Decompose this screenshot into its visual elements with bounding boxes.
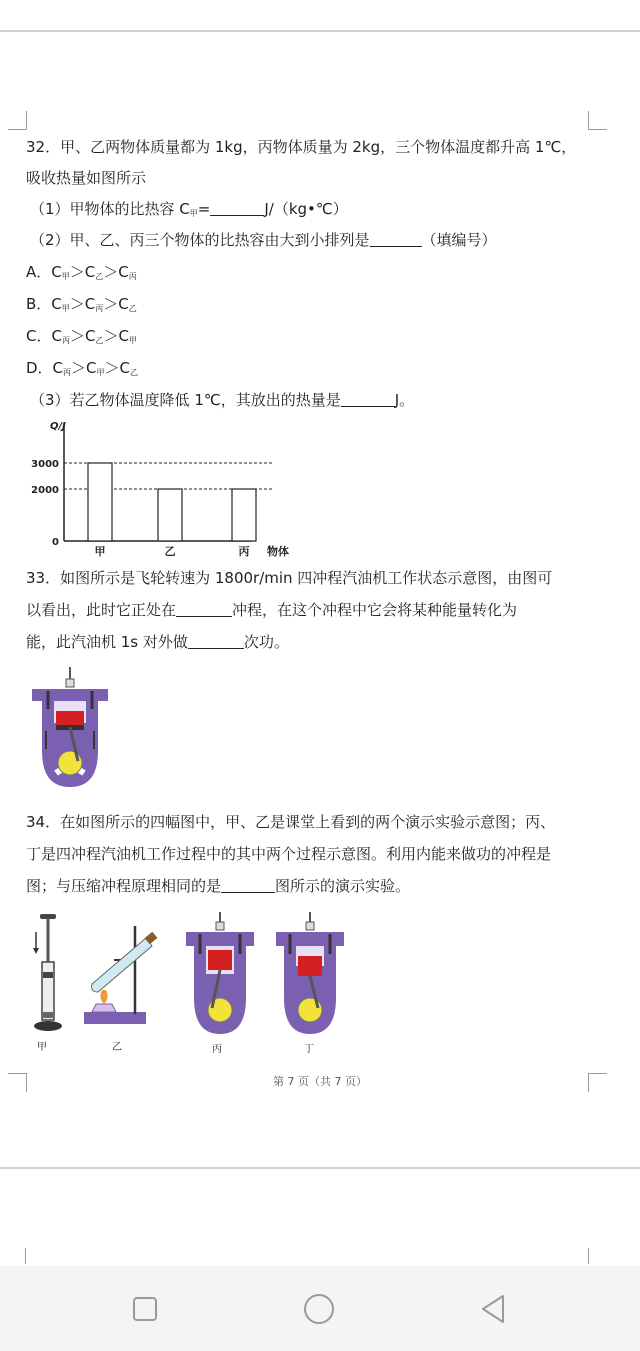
subscript: 甲: [61, 304, 70, 313]
subscript: 乙: [95, 336, 104, 345]
home-button[interactable]: [302, 1292, 336, 1326]
q34-text: 图所示的演示实验。: [275, 877, 411, 895]
q34-line1: 34．在如图所示的四幅图中，甲、乙是课堂上看到的两个演示实验示意图；丙、: [26, 813, 556, 831]
answer-blank[interactable]: [341, 392, 395, 407]
answer-blank[interactable]: [370, 232, 422, 247]
subscript: 丙: [128, 272, 137, 281]
test-tube-heating-diagram: [80, 920, 170, 1035]
subscript: 乙: [128, 304, 137, 313]
option-d: [26, 358, 138, 383]
option-text: A．C: [26, 263, 62, 281]
navigation-bar: [0, 1266, 640, 1351]
unit: J/（kg•℃）: [264, 200, 348, 218]
option-text: ＞C: [69, 295, 96, 313]
subscript: 丙: [61, 336, 70, 345]
option-a: [26, 262, 137, 287]
option-text: ＞C: [71, 359, 97, 377]
q34-text: 图；与压缩冲程原理相同的是: [26, 877, 222, 895]
q33-text: 能，此汽油机 1s 对外做: [26, 633, 188, 651]
square-icon: [128, 1292, 162, 1326]
heat-bar-chart: [20, 415, 300, 560]
option-b: [26, 294, 137, 319]
subscript: 乙: [95, 272, 104, 281]
option-text: ＞C: [104, 359, 130, 377]
bar: [158, 489, 182, 541]
engine-diagram-q33: [26, 665, 114, 793]
y-tick-label: 3000: [31, 459, 59, 470]
back-button[interactable]: [476, 1292, 510, 1326]
q32-part2: [30, 230, 497, 250]
x-tick-label: 丙: [238, 545, 250, 558]
compression-syringe-diagram: [28, 912, 68, 1037]
q32-part1: [30, 199, 348, 224]
subscript: 甲: [96, 368, 105, 377]
q32-part1-text: （1）甲物体的比热容 C: [30, 200, 190, 218]
engine-diagram-bing: [182, 910, 258, 1040]
next-page-mark: [588, 1248, 589, 1264]
next-page-mark: [25, 1248, 26, 1264]
subscript: 甲: [189, 209, 198, 218]
q33-text: 次功。: [243, 633, 289, 651]
equals: =: [197, 200, 211, 218]
unit: J。: [394, 391, 415, 409]
y-tick-label: 2000: [31, 485, 59, 496]
y-axis-label: Q/J: [50, 421, 66, 432]
bar: [88, 463, 112, 541]
corner-mark: [588, 111, 607, 130]
q33-text: 以看出，此时它正处在: [26, 601, 177, 619]
page-number: 第 7 页（共 7 页）: [273, 1075, 367, 1088]
q33-line1: 33．如图所示是飞轮转速为 1800r/min 四冲程汽油机工作状态示意图，由图可: [26, 569, 553, 587]
answer-blank[interactable]: [176, 602, 232, 617]
triangle-back-icon: [476, 1292, 510, 1326]
x-tick-label: 乙: [164, 545, 176, 558]
caption-jia: 甲: [37, 1042, 47, 1053]
circle-icon: [302, 1292, 336, 1326]
q32-part2-text: （2）甲、乙、丙三个物体的比热容由大到小排列是: [30, 231, 370, 249]
option-text: D．C: [26, 359, 64, 377]
caption-bing: 丙: [212, 1044, 222, 1055]
q33-line2: [26, 600, 517, 620]
engine-diagram-ding: [272, 910, 348, 1040]
bar: [232, 489, 256, 541]
q32-line1: 32．甲、乙两物体质量都为 1kg，丙物体质量为 2kg，三个物体温度都升高 1℃，: [26, 138, 577, 156]
option-c: [26, 326, 137, 351]
option-text: ＞C: [69, 263, 96, 281]
caption-ding: 丁: [304, 1044, 314, 1055]
answer-blank[interactable]: [210, 201, 264, 216]
q33-text: 冲程，在这个冲程中它会将某种能量转化为: [232, 601, 518, 619]
recent-apps-button[interactable]: [128, 1292, 162, 1326]
q34-line3: [26, 876, 410, 896]
answer-blank[interactable]: [221, 878, 275, 893]
x-axis-label: 物体: [267, 545, 289, 558]
q32-line2: 吸收热量如图所示: [26, 169, 147, 187]
subscript: 丙: [95, 304, 104, 313]
answer-blank[interactable]: [188, 634, 244, 649]
q33-line3: [26, 632, 289, 652]
corner-mark: [8, 111, 27, 130]
caption-yi: 乙: [112, 1042, 122, 1053]
option-text: ＞C: [103, 295, 129, 313]
x-tick-label: 甲: [94, 545, 106, 558]
q32-part3: [30, 390, 414, 410]
page-bottom-rule: [0, 1167, 640, 1169]
option-text: ＞C: [103, 327, 129, 345]
subscript: 甲: [61, 272, 70, 281]
subscript: 乙: [130, 368, 138, 377]
option-text: C．C: [26, 327, 62, 345]
option-text: ＞C: [69, 327, 96, 345]
subscript: 甲: [128, 336, 137, 345]
option-text: ＞C: [103, 263, 129, 281]
page-top-rule: [0, 30, 640, 32]
q32-part2-note: （填编号）: [421, 231, 497, 249]
subscript: 丙: [63, 368, 72, 377]
option-text: B．C: [26, 295, 62, 313]
q34-line2: 丁是四冲程汽油机工作过程中的其中两个过程示意图。利用内能来做功的冲程是: [26, 845, 552, 863]
y-tick-label: 0: [52, 537, 59, 548]
q32-part3-text: （3）若乙物体温度降低 1℃，其放出的热量是: [30, 391, 341, 409]
